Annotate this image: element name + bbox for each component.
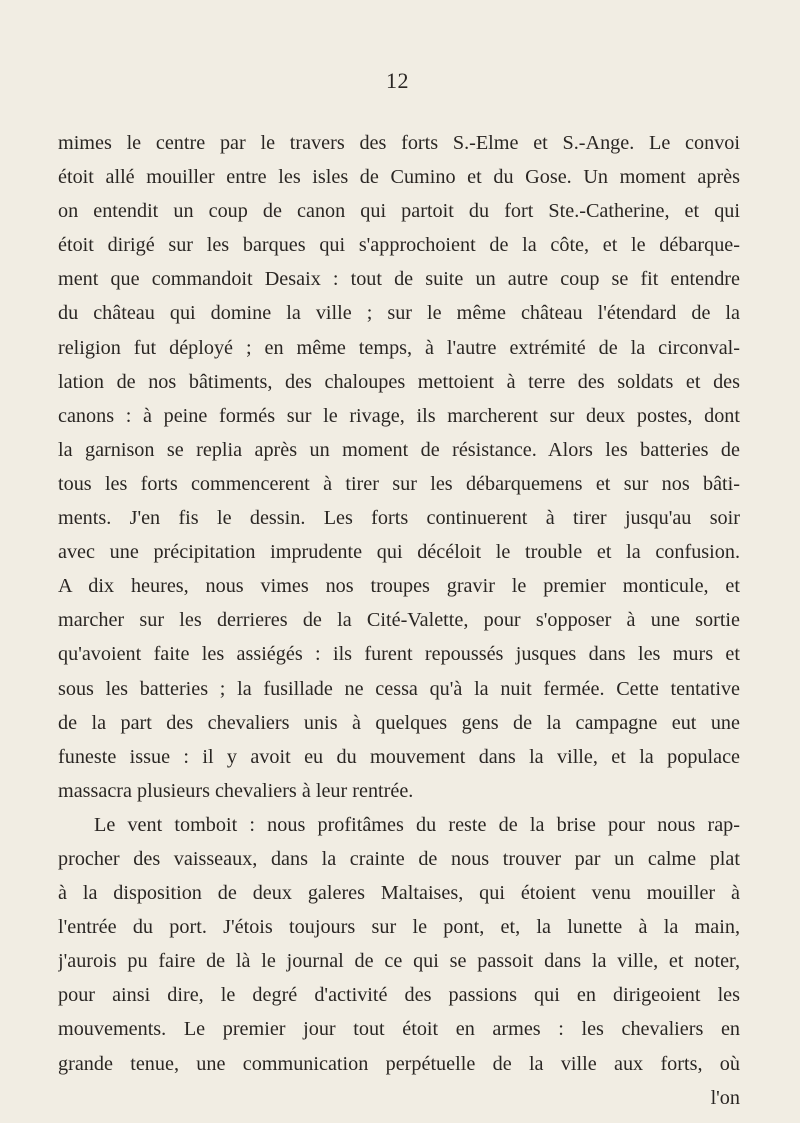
text-line: de la part des chevaliers unis à quelques gens de la campagne eut une — [58, 711, 740, 734]
text-line: grande tenue, une communication perpétuelle de la ville aux forts, où — [58, 1052, 740, 1075]
text-line: lation de nos bâtiments, des chaloupes mettoient à terre des soldats et des — [58, 370, 740, 393]
text-line: pour ainsi dire, le degré d'activité des passions qui en dirigeoient les — [58, 984, 740, 1007]
text-line: la garnison se replia après un moment de résistance. Alors les batteries de — [58, 438, 740, 461]
text-line: canons : à peine formés sur le rivage, ils marcherent sur deux postes, dont — [58, 404, 740, 427]
text-line: procher des vaisseaux, dans la crainte de nous trouver par un calme plat — [58, 847, 740, 870]
text-line: Le vent tomboit : nous profitâmes du reste de la brise pour nous rap- — [94, 813, 740, 836]
catchword: l'on — [710, 1086, 740, 1109]
text-line: tous les forts commencerent à tirer sur les débarquemens et sur nos bâti- — [58, 472, 740, 495]
text-line: l'entrée du port. J'étois toujours sur le pont, et, la lunette à la main, — [58, 916, 740, 939]
text-line: j'aurois pu faire de là le journal de ce qui se passoit dans la ville, et noter, — [58, 950, 740, 973]
text-line: mouvements. Le premier jour tout étoit en armes : les chevaliers en — [58, 1018, 740, 1041]
text-line: du château qui domine la ville ; sur le même château l'étendard de la — [58, 302, 740, 325]
text-line: qu'avoient faite les assiégés : ils furent repoussés jusques dans les murs et — [58, 643, 740, 666]
text-line: religion fut déployé ; en même temps, à l'autre extrémité de la circonval- — [58, 336, 740, 359]
text-line: sous les batteries ; la fusillade ne cessa qu'à la nuit fermée. Cette tentative — [58, 677, 740, 700]
text-line: ments. J'en fis le dessin. Les forts continuerent à tirer jusqu'au soir — [58, 507, 740, 530]
text-line: marcher sur les derrieres de la Cité-Valette, pour s'opposer à une sortie — [58, 609, 740, 632]
text-line: à la disposition de deux galeres Maltaises, qui étoient venu mouiller à — [58, 882, 740, 905]
text-line: étoit allé mouiller entre les isles de Cumino et du Gose. Un moment après — [58, 166, 740, 189]
text-line: étoit dirigé sur les barques qui s'approchoient de la côte, et le débarque- — [58, 234, 740, 257]
page-number: 12 — [386, 68, 409, 93]
body-text — [58, 126, 740, 1115]
text-line: funeste issue : il y avoit eu du mouvement dans la ville, et la populace — [58, 745, 740, 768]
text-line: on entendit un coup de canon qui partoit du fort Ste.-Catherine, et qui — [58, 200, 740, 223]
text-line: ment que commandoit Desaix : tout de suite un autre coup se fit entendre — [58, 268, 740, 291]
text-line: A dix heures, nous vimes nos troupes gravir le premier monticule, et — [58, 575, 740, 598]
text-line: massacra plusieurs chevaliers à leur rentrée. — [58, 779, 414, 802]
text-line: avec une précipitation imprudente qui décéloit le trouble et la confusion. — [58, 541, 740, 564]
text-line: mimes le centre par le travers des forts S.-Elme et S.-Ange. Le convoi — [58, 132, 740, 154]
